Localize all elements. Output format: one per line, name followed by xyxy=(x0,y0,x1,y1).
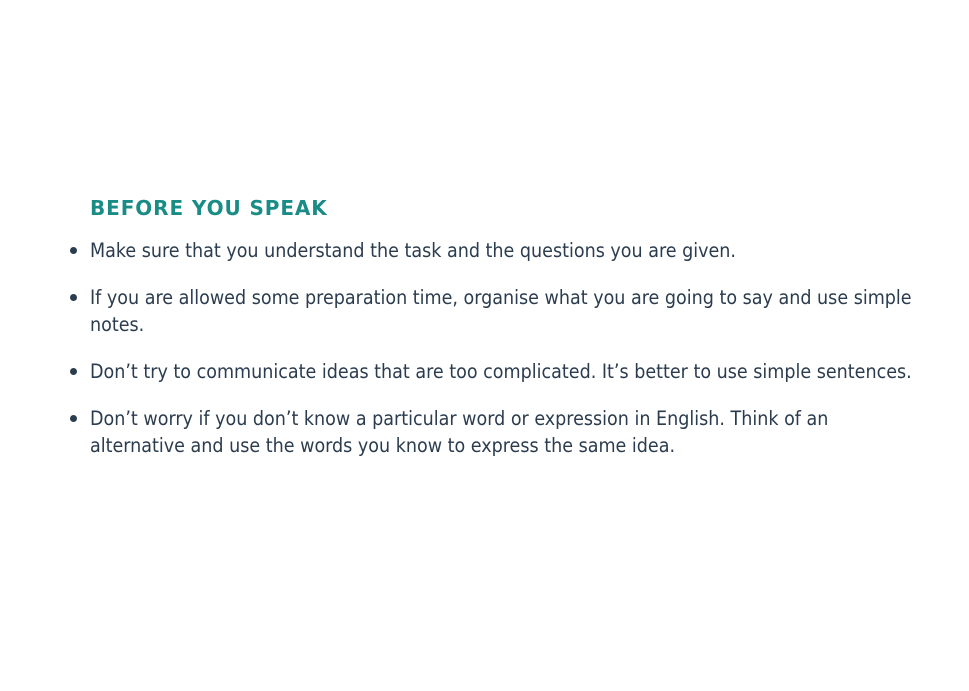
bullet-dot-icon xyxy=(70,247,77,254)
bullet-dot-icon xyxy=(70,294,77,301)
list-item-text: Don’t worry if you don’t know a particular word or expression in English. Think of an alternative and use the words you know to express the same idea. xyxy=(90,406,829,457)
list-item xyxy=(68,359,928,386)
list-item-text: Make sure that you understand the task and the questions you are given. xyxy=(90,239,736,262)
list-item-text: If you are allowed some preparation time, organise what you are going to say and use simple notes. xyxy=(90,285,912,336)
list-item xyxy=(68,285,928,339)
list-item xyxy=(68,406,928,460)
page-title: BEFORE YOU SPEAK xyxy=(90,196,328,220)
tips-section xyxy=(68,196,928,459)
list-item-text: Don’t try to communicate ideas that are too complicated. It’s better to use simple sentences. xyxy=(90,359,912,383)
list-item xyxy=(68,238,928,265)
tips-list xyxy=(68,238,928,459)
bullet-dot-icon xyxy=(70,415,77,422)
bullet-dot-icon xyxy=(70,368,77,375)
